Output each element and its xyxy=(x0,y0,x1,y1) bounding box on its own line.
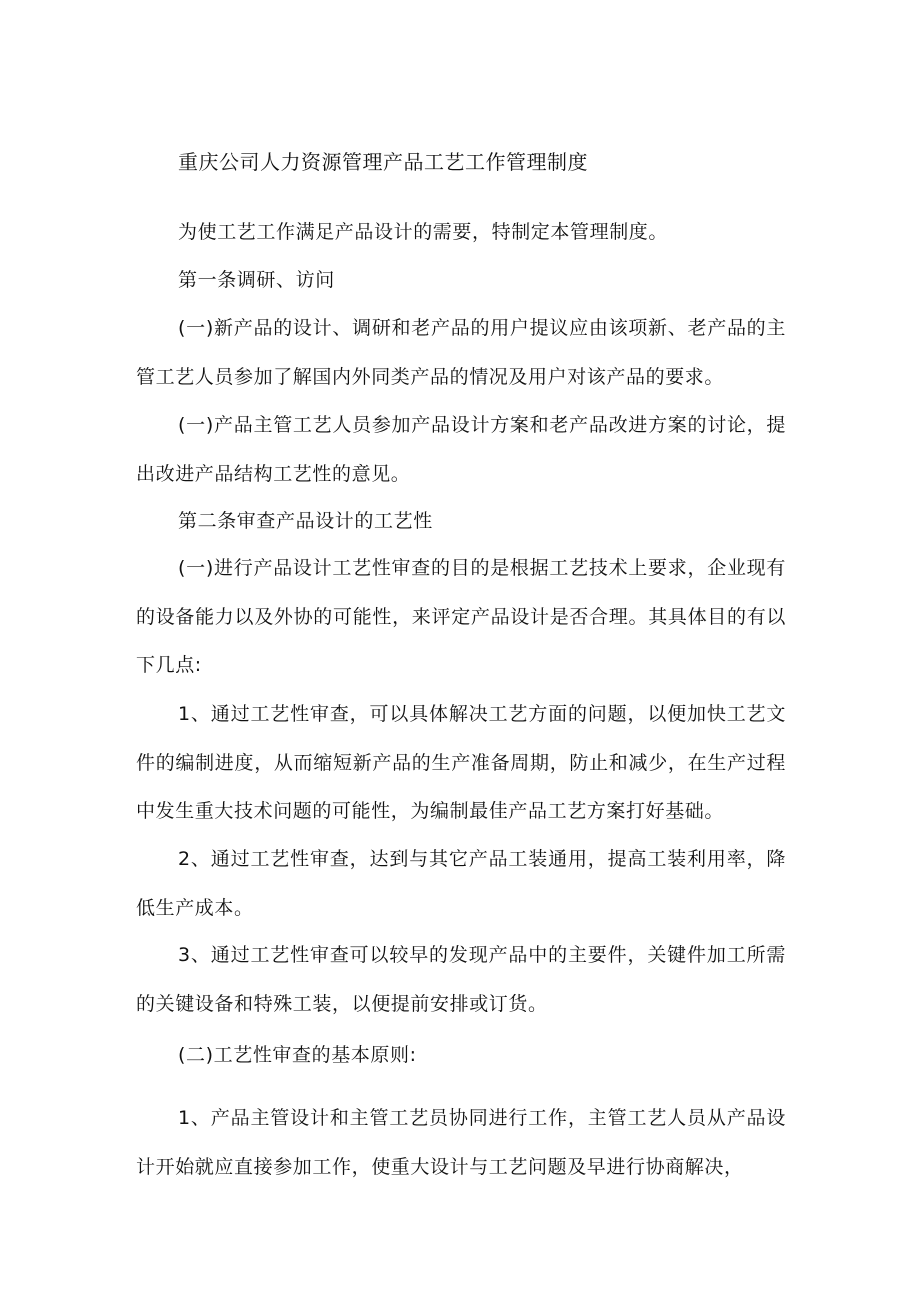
article-1-heading: 第一条调研、访问 xyxy=(178,269,335,291)
purpose-point-2: 2、通过工艺性审查，达到与其它产品工装通用，提高工装利用率，降低生产成本。 xyxy=(136,848,786,919)
document-title: 重庆公司人力资源管理产品工艺工作管理制度 xyxy=(178,150,588,174)
purpose-point-1: 1、通过工艺性审查，可以具体解决工艺方面的问题，以便加快工艺文件的编制进度，从而缩短新产品的生产准备周期，防止和减少，在生产过程中发生重大技术问题的可能性，为编制最佳产品工艺方案打好基础。 xyxy=(136,703,786,822)
article-2-item-1: (一)进行产品设计工艺性审查的目的是根据工艺技术上要求，企业现有的设备能力以及外协的可能性，来评定产品设计是否合理。其具体目的有以下几点: xyxy=(136,557,786,676)
article-2-heading: 第二条审查产品设计的工艺性 xyxy=(178,510,433,532)
article-1-item-1: (一)新产品的设计、调研和老产品的用户提议应由该项新、老产品的主管工艺人员参加了解国内外同类产品的情况及用户对该产品的要求。 xyxy=(136,317,786,388)
article-2-item-2-heading: (二)工艺性审查的基本原则: xyxy=(178,1044,417,1066)
intro-paragraph: 为使工艺工作满足产品设计的需要，特制定本管理制度。 xyxy=(178,221,669,243)
article-1-item-2: (一)产品主管工艺人员参加产品设计方案和老产品改进方案的讨论，提出改进产品结构工艺性的意见。 xyxy=(136,414,786,485)
principle-point-1: 1、产品主管设计和主管工艺员协同进行工作，主管工艺人员从产品设计开始就应直接参加工作，使重大设计与工艺问题及早进行协商解决， xyxy=(136,1107,786,1178)
purpose-point-3: 3、通过工艺性审查可以较早的发现产品中的主要件，关键件加工所需的关键设备和特殊工装，以便提前安排或订货。 xyxy=(136,944,786,1015)
